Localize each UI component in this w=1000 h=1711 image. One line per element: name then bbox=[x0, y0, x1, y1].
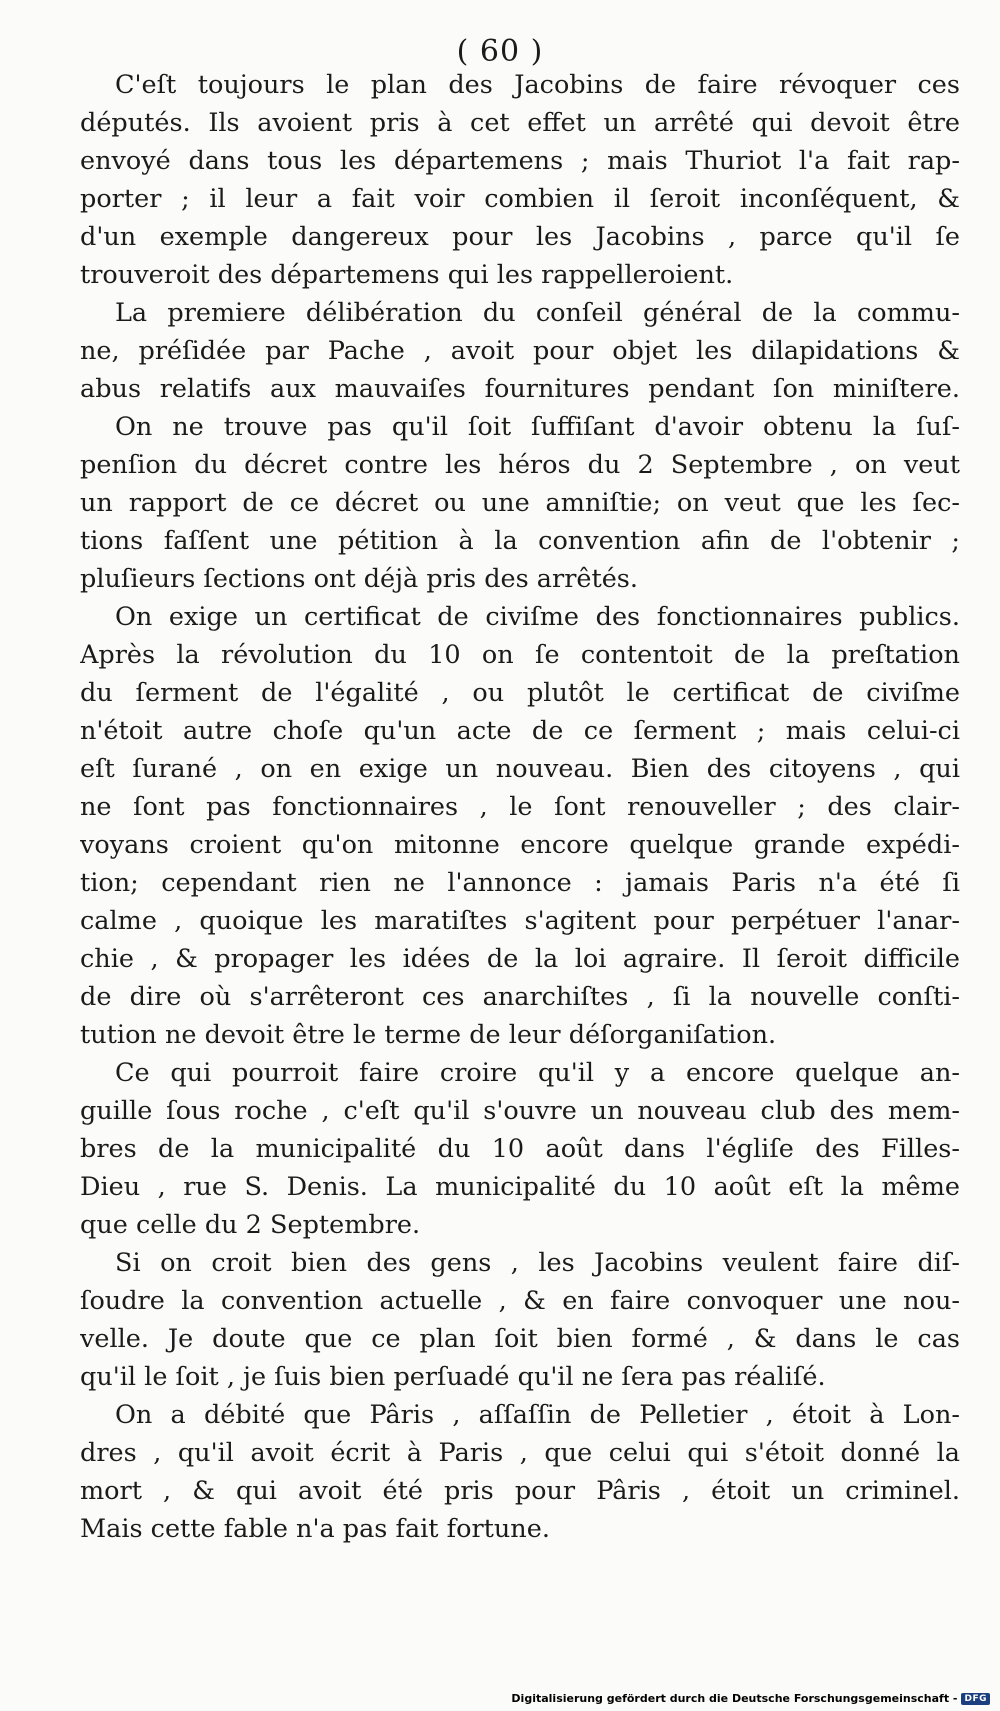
text-line: velle. Je doute que ce plan ſoit bien formé , & dans le cas bbox=[80, 1324, 960, 1354]
text-line: de dire où s'arrêteront ces anarchiſtes , ſi la nouvelle conſti- bbox=[80, 982, 960, 1012]
text-line: trouveroit des départemens qui les rappelleroient. bbox=[80, 260, 734, 290]
text-line: Ce qui pourroit faire croire qu'il y a encore quelque an- bbox=[115, 1058, 960, 1088]
text-line: ſoudre la convention actuelle , & en faire convoquer une nou- bbox=[80, 1286, 960, 1316]
text-line: députés. Ils avoient pris à cet effet un arrêté qui devoit être bbox=[80, 108, 960, 138]
text-line: C'eſt toujours le plan des Jacobins de faire révoquer ces bbox=[115, 70, 960, 100]
text-line: Mais cette fable n'a pas fait fortune. bbox=[80, 1514, 550, 1544]
text-line: voyans croient qu'on mitonne encore quelque grande expédi- bbox=[80, 830, 960, 860]
text-line: chie , & propager les idées de la loi agraire. Il ſeroit difficile bbox=[80, 944, 960, 974]
text-line: bres de la municipalité du 10 août dans l'égliſe des Filles- bbox=[80, 1134, 960, 1164]
body-text bbox=[80, 66, 960, 1548]
text-line: mort , & qui avoit été pris pour Pâris , étoit un criminel. bbox=[80, 1476, 960, 1506]
text-line: La premiere délibération du conſeil général de la commu- bbox=[115, 298, 960, 328]
text-line: On ne trouve pas qu'il ſoit ſuffiſant d'avoir obtenu la ſuſ- bbox=[115, 412, 960, 442]
text-line: penſion du décret contre les héros du 2 Septembre , on veut bbox=[80, 450, 960, 480]
text-line: calme , quoique les maratiſtes s'agitent pour perpétuer l'anar- bbox=[80, 906, 960, 936]
text-line: du ſerment de l'égalité , ou plutôt le certificat de civiſme bbox=[80, 678, 960, 708]
text-line: d'un exemple dangereux pour les Jacobins , parce qu'il ſe bbox=[80, 222, 960, 252]
text-line: qu'il le ſoit , je ſuis bien perſuadé qu'il ne ſera pas réaliſé. bbox=[80, 1362, 826, 1392]
text-line: n'étoit autre choſe qu'un acte de ce ſerment ; mais celui-ci bbox=[80, 716, 960, 746]
text-line: Après la révolution du 10 on ſe contentoit de la preſtation bbox=[80, 640, 960, 670]
credit-text: Digitalisierung gefördert durch die Deutsche Forschungsgemeinschaft - bbox=[511, 1692, 958, 1705]
text-line: tution ne devoit être le terme de leur déſorganiſation. bbox=[80, 1020, 777, 1050]
page-number: ( 60 ) bbox=[456, 34, 544, 69]
text-line: un rapport de ce décret ou une amniſtie; on veut que les ſec- bbox=[80, 488, 960, 518]
digitization-credit bbox=[511, 1692, 990, 1705]
text-line: tions faſſent une pétition à la convention afin de l'obtenir ; bbox=[80, 526, 960, 556]
text-line: que celle du 2 Septembre. bbox=[80, 1210, 421, 1240]
text-line: ne ſont pas fonctionnaires , le ſont renouveller ; des clair- bbox=[80, 792, 960, 822]
text-line: envoyé dans tous les départemens ; mais Thuriot l'a fait rap- bbox=[80, 146, 960, 176]
text-line: pluſieurs ſections ont déjà pris des arrêtés. bbox=[80, 564, 638, 594]
text-line: guille ſous roche , c'eſt qu'il s'ouvre un nouveau club des mem- bbox=[80, 1096, 960, 1126]
text-line: Si on croit bien des gens , les Jacobins veulent faire diſ- bbox=[115, 1248, 960, 1278]
text-line: dres , qu'il avoit écrit à Paris , que celui qui s'étoit donné la bbox=[80, 1438, 960, 1468]
text-line: ne, préſidée par Pache , avoit pour objet les dilapidations & bbox=[80, 336, 960, 366]
text-line: On a débité que Pâris , aſſaſſin de Pelletier , étoit à Lon- bbox=[115, 1400, 960, 1430]
text-line: tion; cependant rien ne l'annonce : jamais Paris n'a été ſi bbox=[80, 868, 960, 898]
text-line: eſt ſurané , on en exige un nouveau. Bien des citoyens , qui bbox=[80, 754, 960, 784]
text-line: porter ; il leur a fait voir combien il ſeroit inconſéquent, & bbox=[80, 184, 960, 214]
text-line: On exige un certificat de civiſme des fonctionnaires publics. bbox=[115, 602, 960, 632]
text-line: abus relatifs aux mauvaiſes fournitures pendant ſon miniſtere. bbox=[80, 374, 960, 404]
dfg-logo: DFG bbox=[961, 1693, 990, 1705]
text-line: Dieu , rue S. Denis. La municipalité du 10 août eſt la même bbox=[80, 1172, 960, 1202]
